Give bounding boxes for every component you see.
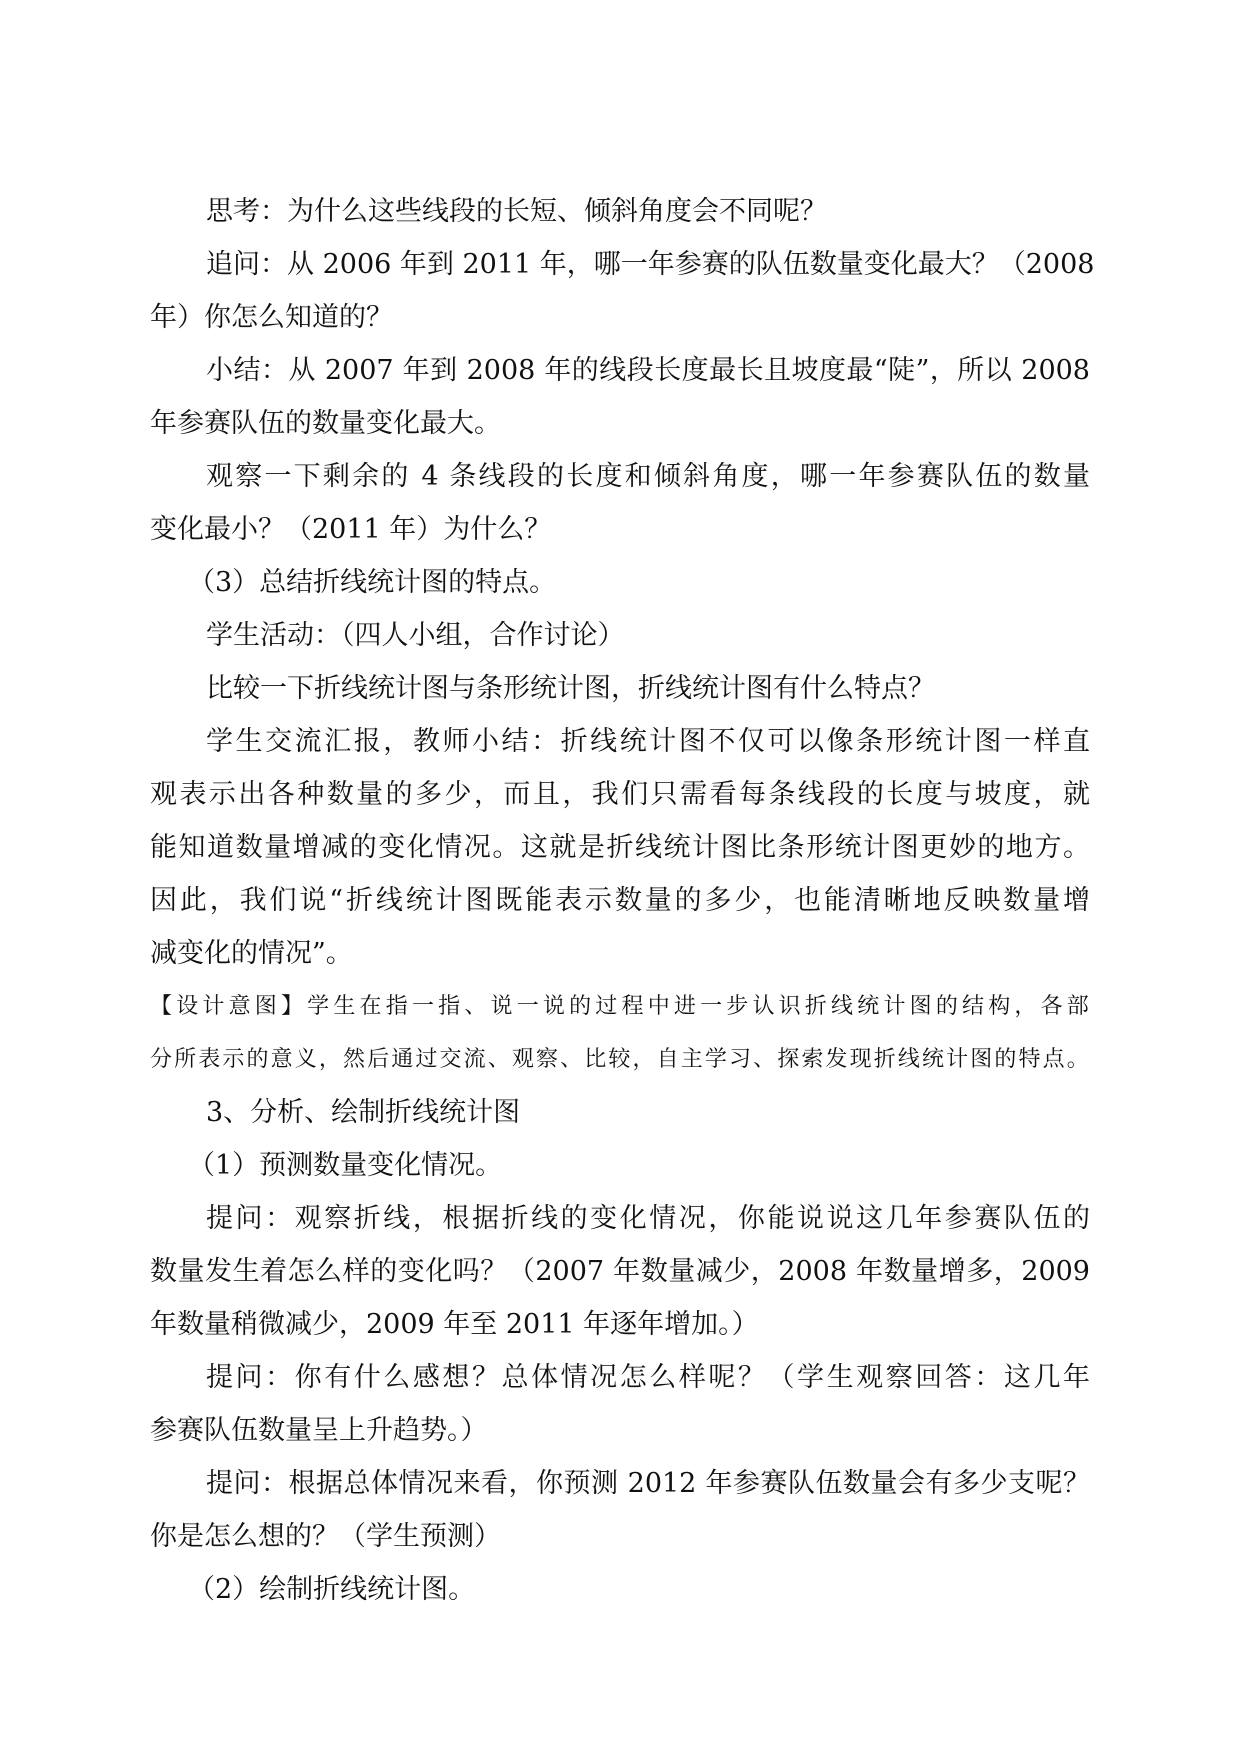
section-heading: （1）预测数量变化情况。 [188, 1150, 503, 1181]
paragraph-line: 比较一下折线统计图与条形统计图，折线统计图有什么特点？ [206, 673, 935, 704]
paragraph-line: 观察一下剩余的 4 条线段的长度和倾斜角度，哪一年参赛队伍的数量 [206, 461, 1090, 492]
design-intent-note: 【设计意图】学生在指一指、说一说的过程中进一步认识折线统计图的结构，各部 [150, 994, 1090, 1019]
paragraph-line: 小结：从 2007 年到 2008 年的线段长度最长且坡度最“陡”，所以 2008 [206, 355, 1090, 386]
paragraph-line: 参赛队伍数量呈上升趋势。） [150, 1415, 488, 1446]
paragraph-line: 年数量稍微减少，2009 年至 2011 年逐年增加。） [150, 1309, 759, 1340]
design-intent-note: 分所表示的意义，然后通过交流、观察、比较，自主学习、探索发现折线统计图的特点。 [150, 1047, 1090, 1072]
paragraph-line: 减变化的情况”。 [150, 938, 353, 969]
paragraph-line: 你是怎么想的？（学生预测） [150, 1521, 501, 1552]
paragraph-line: 因此，我们说“折线统计图既能表示数量的多少，也能清晰地反映数量增 [150, 885, 1090, 916]
paragraph-line: 年）你怎么知道的？ [150, 302, 393, 333]
section-heading: （3）总结折线统计图的特点。 [188, 567, 557, 598]
paragraph-line: 学生交流汇报，教师小结：折线统计图不仅可以像条形统计图一样直 [206, 726, 1090, 757]
paragraph-line: 变化最小？（2011 年）为什么？ [150, 514, 552, 545]
paragraph-line: 提问：观察折线，根据折线的变化情况，你能说说这几年参赛队伍的 [206, 1203, 1090, 1234]
paragraph-line: 思考：为什么这些线段的长短、倾斜角度会不同呢？ [206, 196, 827, 227]
document-page [150, 185, 1095, 1616]
paragraph-line: 观表示出各种数量的多少，而且，我们只需看每条线段的长度与坡度，就 [150, 779, 1090, 810]
paragraph-line: 年参赛队伍的数量变化最大。 [150, 408, 501, 439]
paragraph-line: 能知道数量增减的变化情况。这就是折线统计图比条形统计图更妙的地方。 [150, 832, 1090, 863]
paragraph-line: 数量发生着怎么样的变化吗？（2007 年数量减少，2008 年数量增多，2009 [150, 1256, 1090, 1287]
paragraph-line: 提问：你有什么感想？总体情况怎么样呢？（学生观察回答：这几年 [206, 1362, 1090, 1393]
paragraph-line: 学生活动：（四人小组，合作讨论） [206, 620, 625, 651]
section-heading: （2）绘制折线统计图。 [188, 1574, 476, 1605]
paragraph-line: 提问：根据总体情况来看，你预测 2012 年参赛队伍数量会有多少支呢？ [206, 1468, 1090, 1499]
paragraph-line: 追问：从 2006 年到 2011 年，哪一年参赛的队伍数量变化最大？（2008 [206, 249, 1095, 280]
section-heading: 3、分析、绘制折线统计图 [206, 1097, 521, 1128]
